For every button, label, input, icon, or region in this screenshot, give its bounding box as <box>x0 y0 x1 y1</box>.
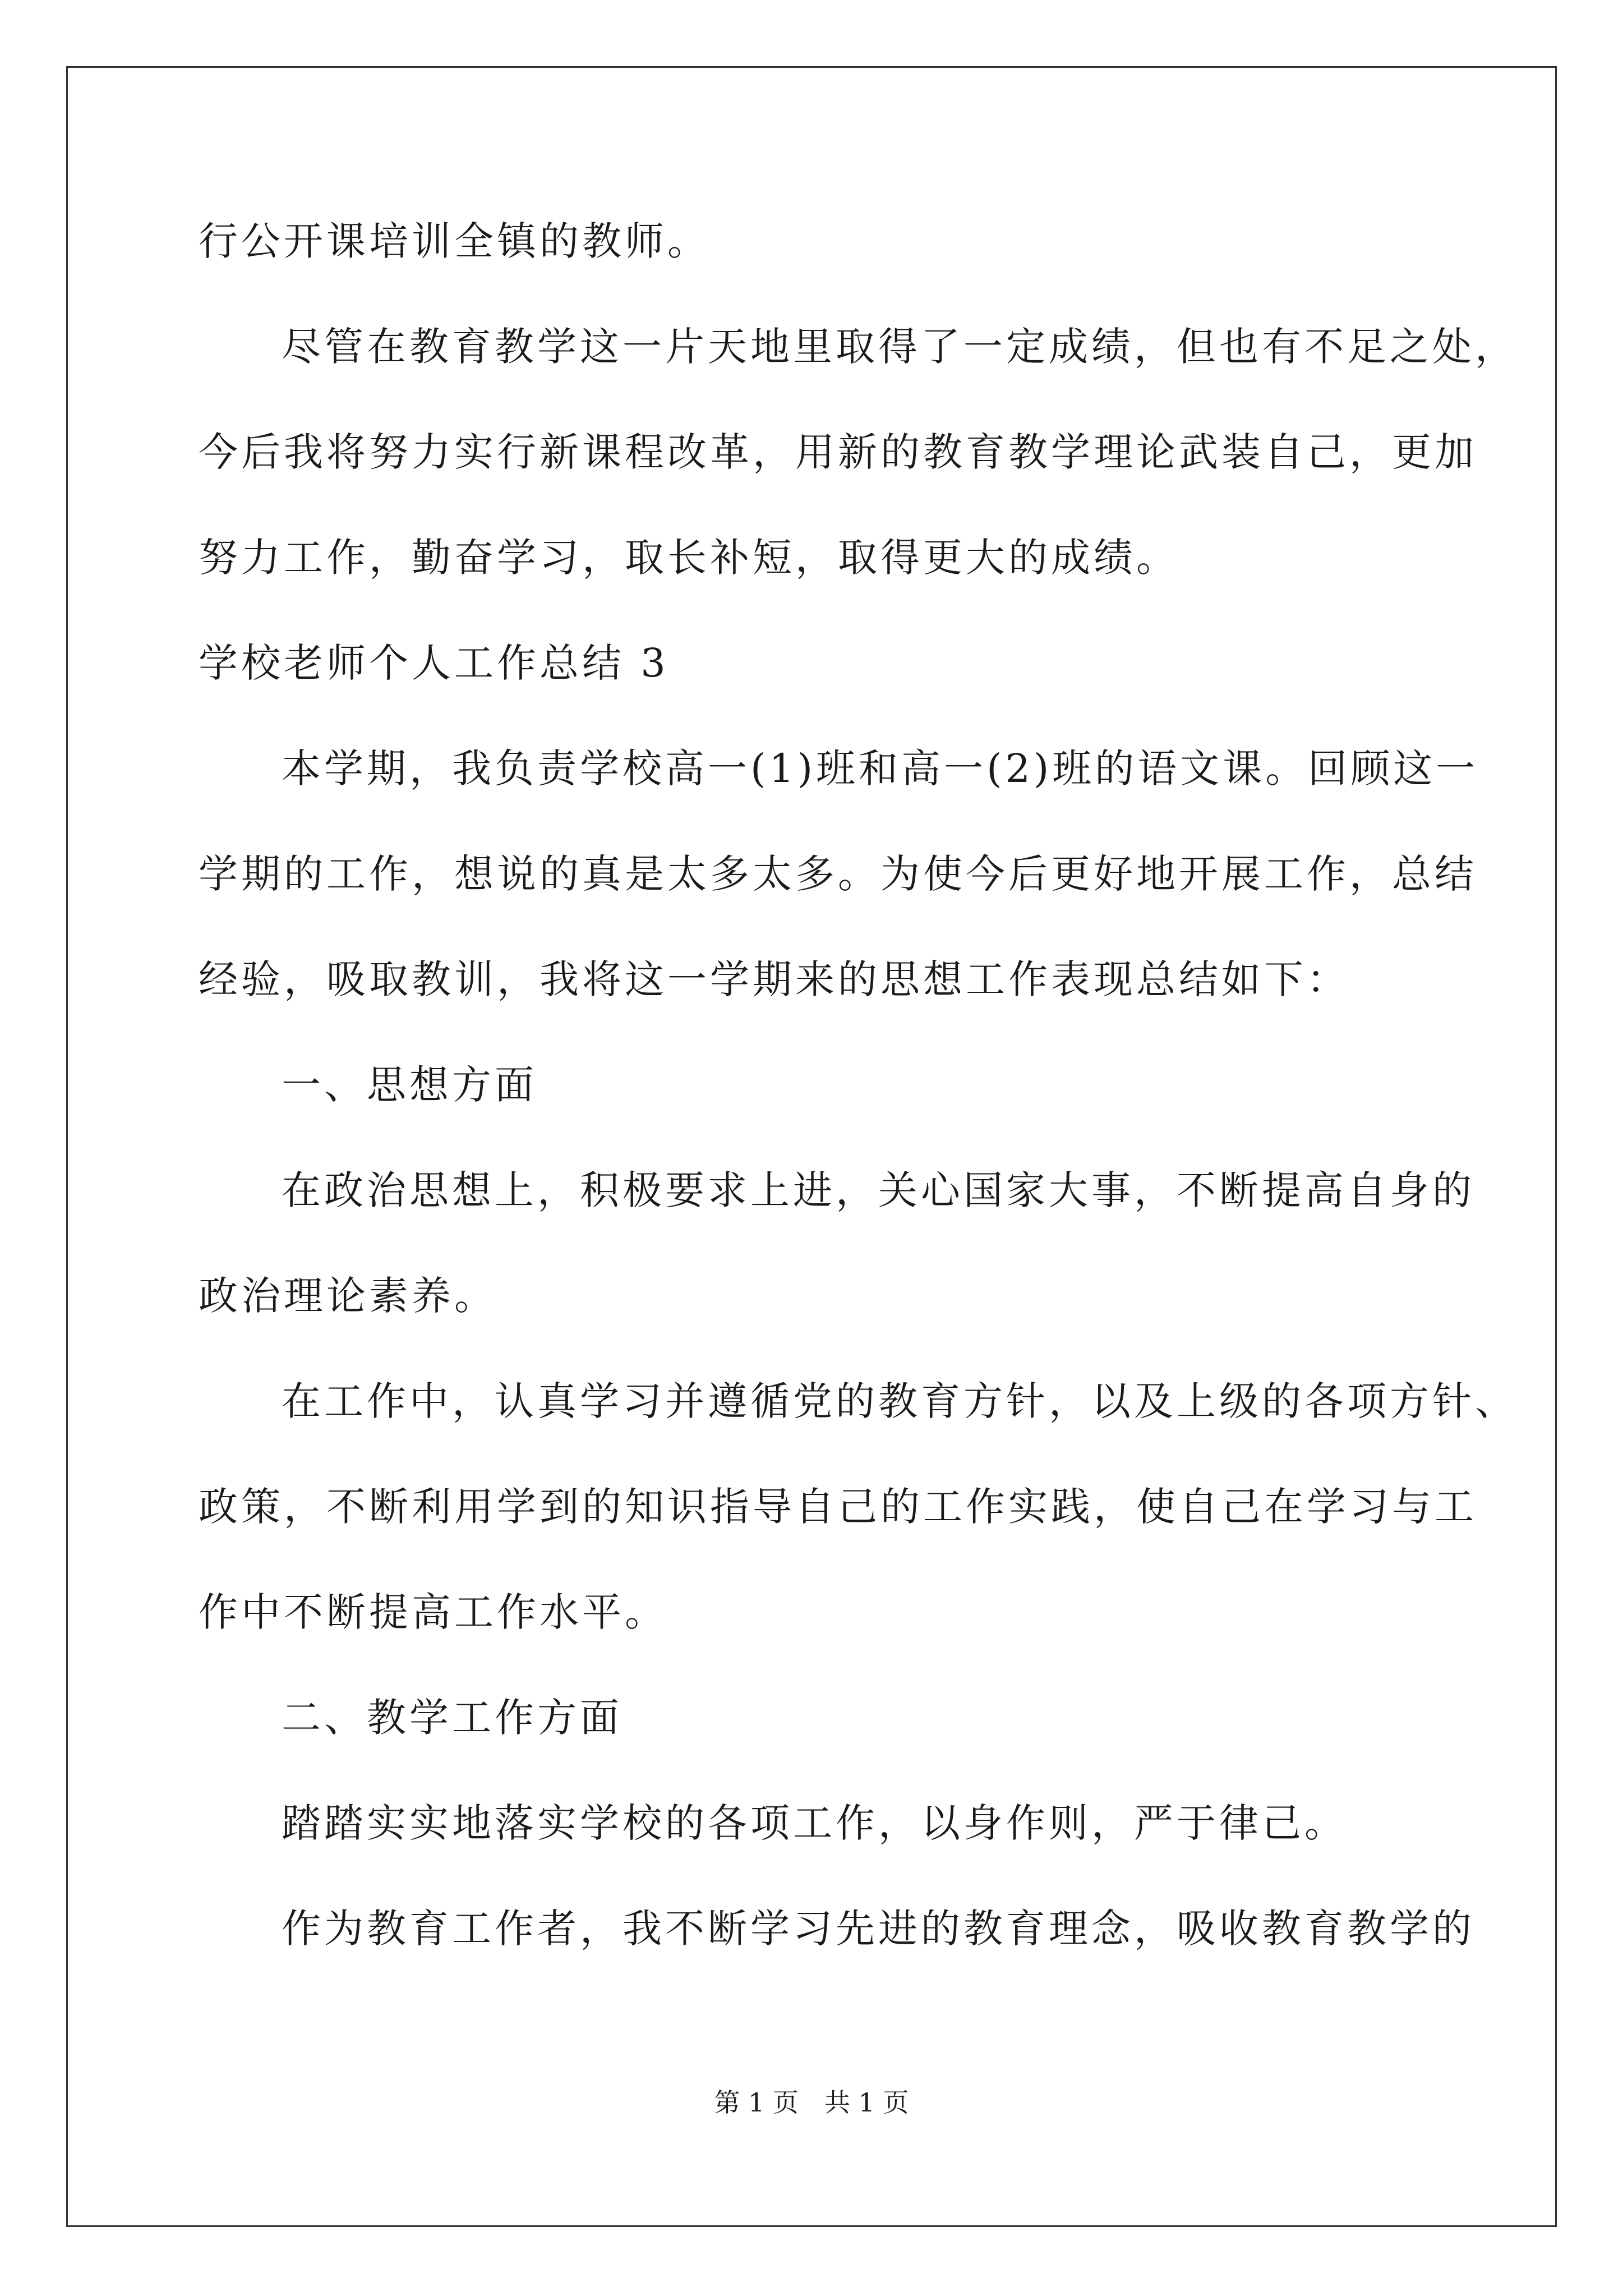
subheading: 一、思想方面 <box>282 1062 537 1108</box>
text-line: 政治理论素养。 <box>199 1273 497 1319</box>
paragraph-start: 在工作中，认真学习并遵循党的教育方针，以及上级的各项方针、 <box>282 1378 1518 1424</box>
subheading: 二、教学工作方面 <box>282 1695 623 1741</box>
paragraph-start: 踏踏实实地落实学校的各项工作，以身作则，严于律己。 <box>282 1800 1347 1846</box>
paragraph-start: 尽管在教育教学这一片天地里取得了一定成绩，但也有不足之处， <box>282 324 1518 370</box>
text-line: 今后我将努力实行新课程改革，用新的教育教学理论武装自己，更加 <box>199 429 1477 475</box>
section-title: 学校老师个人工作总结 3 <box>199 640 669 686</box>
text-line: 政策，不断利用学到的知识指导自己的工作实践，使自己在学习与工 <box>199 1484 1477 1530</box>
paragraph-start: 作为教育工作者，我不断学习先进的教育理念，吸收教育教学的 <box>282 1906 1475 1952</box>
text-line: 作中不断提高工作水平。 <box>199 1589 667 1635</box>
paragraph-start: 在政治思想上，积极要求上进，关心国家大事，不断提高自身的 <box>282 1167 1475 1213</box>
paragraph-start: 本学期，我负责学校高一(1)班和高一(2)班的语文课。回顾这一 <box>282 746 1479 792</box>
text-line: 努力工作，勤奋学习，取长补短，取得更大的成绩。 <box>199 535 1179 581</box>
text-line: 行公开课培训全镇的教师。 <box>199 218 710 264</box>
text-line: 学期的工作，想说的真是太多太多。为使今后更好地开展工作，总结 <box>199 851 1477 897</box>
page-number-footer: 第 1 页 共 1 页 <box>714 2087 909 2118</box>
text-line: 经验，吸取教训，我将这一学期来的思想工作表现总结如下： <box>199 956 1349 1002</box>
